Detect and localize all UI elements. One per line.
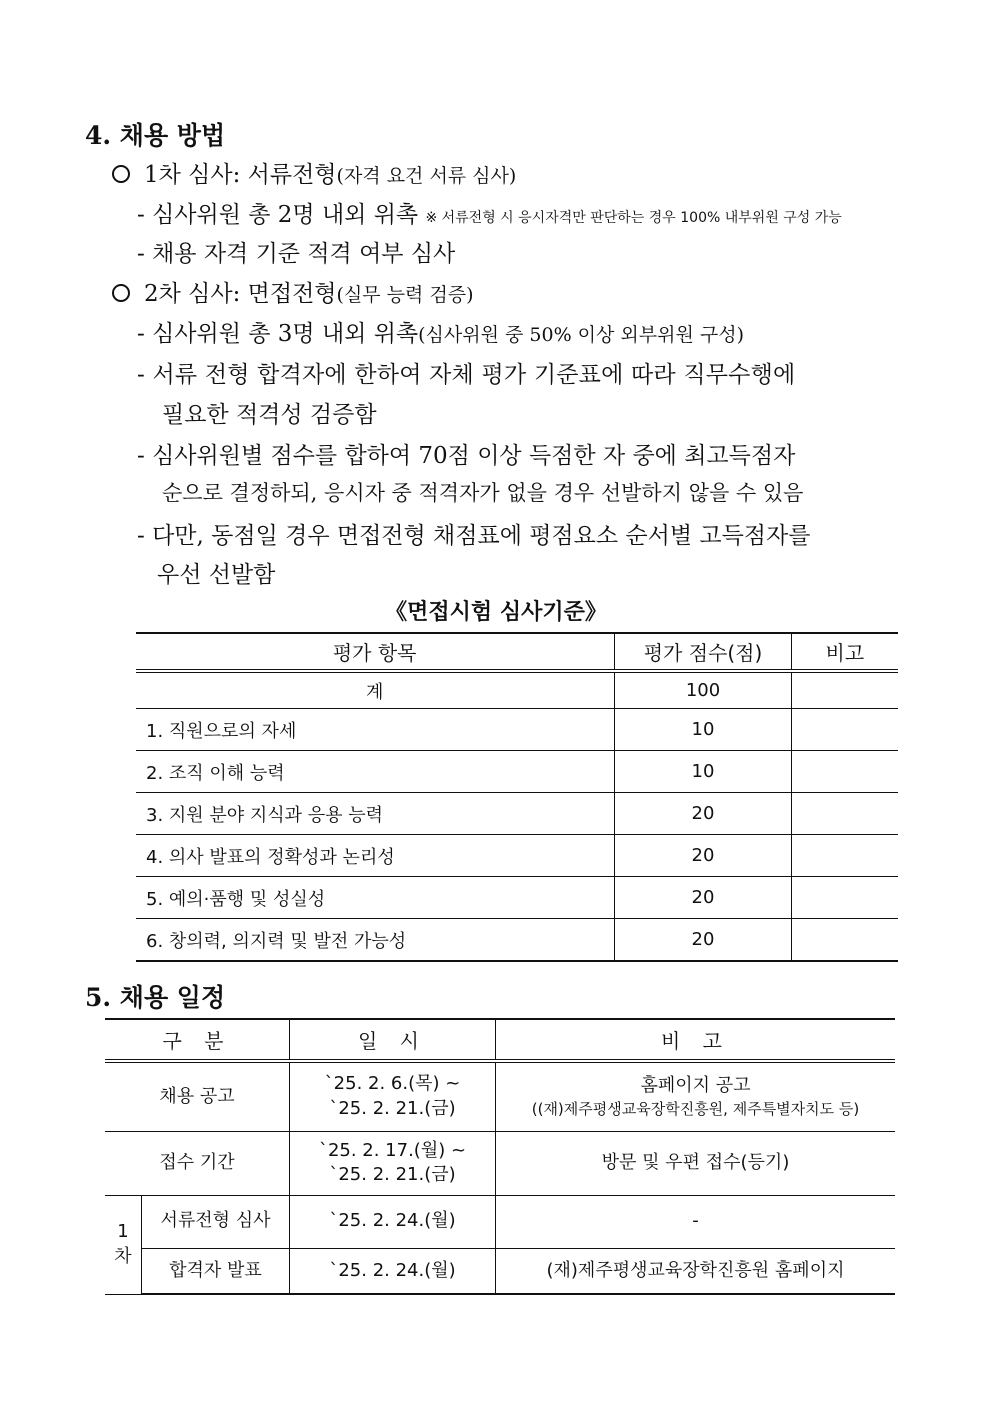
stage1-item1 bbox=[137, 196, 842, 229]
stage2-item2-line1: - 서류 전형 합격자에 한하여 자체 평가 기준표에 따라 직무수행에 bbox=[137, 362, 796, 388]
table-row bbox=[136, 919, 898, 962]
schedule-date bbox=[290, 1061, 496, 1131]
note-line1: 홈페이지 공고 bbox=[640, 1075, 751, 1097]
table-row bbox=[136, 751, 898, 793]
stage1-item1-text: - 심사위원 총 2명 내외 위촉 bbox=[137, 202, 419, 228]
stage2-item3-line2: 순으로 결정하되, 응시자 중 적격자가 없을 경우 선발하지 않을 수 있음 bbox=[162, 481, 804, 505]
table-row bbox=[105, 1248, 895, 1294]
criteria-item: 4. 의사 발표의 정확성과 논리성 bbox=[136, 835, 615, 877]
note-line2: ((재)제주평생교육장학진흥원, 제주특별자치도 등) bbox=[531, 1099, 860, 1118]
stage2-item1-paren: (심사위원 중 50% 이상 외부위원 구성) bbox=[418, 324, 744, 346]
interview-criteria-table bbox=[136, 632, 898, 962]
criteria-score: 20 bbox=[615, 835, 791, 877]
stage2-item3-line1: - 심사위원별 점수를 합하여 70점 이상 득점한 자 중에 최고득점자 bbox=[137, 443, 796, 469]
schedule-table bbox=[105, 1018, 895, 1295]
total-label: 계 bbox=[136, 671, 615, 709]
schedule-note: 방문 및 우편 접수(등기) bbox=[496, 1131, 896, 1195]
stage2-title: 2차 심사: 면접전형 bbox=[144, 281, 337, 307]
schedule-note bbox=[496, 1061, 896, 1131]
section-4-heading: 4. 채용 방법 bbox=[85, 121, 226, 150]
section-5-heading: 5. 채용 일정 bbox=[85, 983, 226, 1012]
criteria-score: 20 bbox=[615, 919, 791, 962]
stage-group-label-line1: 1 bbox=[117, 1221, 129, 1243]
criteria-item: 3. 지원 분야 지식과 응용 능력 bbox=[136, 793, 615, 835]
table-row bbox=[136, 877, 898, 919]
table-row bbox=[136, 793, 898, 835]
criteria-note bbox=[791, 835, 898, 877]
stage1-paren: (자격 요건 서류 심사) bbox=[336, 165, 517, 187]
criteria-score: 10 bbox=[615, 709, 791, 751]
table-row bbox=[136, 835, 898, 877]
header-item: 평가 항목 bbox=[136, 633, 615, 671]
date-line2: `25. 2. 21.(금) bbox=[329, 1097, 456, 1119]
circle-bullet-icon bbox=[112, 284, 130, 302]
stage2-item4-line2: 우선 선발함 bbox=[157, 562, 276, 588]
stage1-item1-note: ※ 서류전형 시 응시자격만 판단하는 경우 100% 내부위원 구성 가능 bbox=[425, 210, 842, 226]
stage2-title-line bbox=[112, 275, 474, 308]
table-header-row bbox=[105, 1019, 895, 1061]
header-note: 비 고 bbox=[496, 1019, 896, 1061]
criteria-note bbox=[791, 709, 898, 751]
total-score: 100 bbox=[615, 671, 791, 709]
circle-bullet-icon bbox=[112, 165, 130, 183]
criteria-item: 5. 예의·품행 및 성실성 bbox=[136, 877, 615, 919]
criteria-note bbox=[791, 919, 898, 962]
schedule-label: 서류전형 심사 bbox=[142, 1195, 290, 1248]
header-date: 일 시 bbox=[290, 1019, 496, 1061]
table-row bbox=[105, 1131, 895, 1195]
table-row-total bbox=[136, 671, 898, 709]
table-row bbox=[105, 1195, 895, 1248]
stage1-title-line bbox=[112, 156, 516, 189]
stage-group-label-line2: 차 bbox=[114, 1245, 132, 1267]
stage2-item2-line2: 필요한 적격성 검증함 bbox=[162, 402, 377, 428]
schedule-note: (재)제주평생교육장학진흥원 홈페이지 bbox=[496, 1248, 896, 1294]
schedule-date bbox=[290, 1131, 496, 1195]
criteria-note bbox=[791, 751, 898, 793]
schedule-label: 접수 기간 bbox=[105, 1131, 290, 1195]
schedule-date: `25. 2. 24.(월) bbox=[290, 1195, 496, 1248]
criteria-score: 10 bbox=[615, 751, 791, 793]
criteria-score: 20 bbox=[615, 793, 791, 835]
table-row bbox=[136, 709, 898, 751]
criteria-item: 6. 창의력, 의지력 및 발전 가능성 bbox=[136, 919, 615, 962]
header-score: 평가 점수(점) bbox=[615, 633, 791, 671]
criteria-item: 2. 조직 이해 능력 bbox=[136, 751, 615, 793]
header-category: 구 분 bbox=[105, 1019, 290, 1061]
date-line1: `25. 2. 17.(월) ~ bbox=[318, 1139, 467, 1161]
schedule-label: 채용 공고 bbox=[105, 1061, 290, 1131]
stage2-item1-text: - 심사위원 총 3명 내외 위촉 bbox=[137, 321, 419, 347]
date-line1: `25. 2. 6.(목) ~ bbox=[324, 1073, 461, 1095]
schedule-label: 합격자 발표 bbox=[142, 1248, 290, 1294]
criteria-note bbox=[791, 793, 898, 835]
total-note bbox=[791, 671, 898, 709]
schedule-note: - bbox=[496, 1195, 896, 1248]
header-note: 비고 bbox=[791, 633, 898, 671]
stage1-title: 1차 심사: 서류전형 bbox=[144, 162, 337, 188]
stage2-item4-line1: - 다만, 동점일 경우 면접전형 채점표에 평점요소 순서별 고득점자를 bbox=[137, 523, 811, 549]
schedule-date: `25. 2. 24.(월) bbox=[290, 1248, 496, 1294]
criteria-note bbox=[791, 877, 898, 919]
criteria-item: 1. 직원으로의 자세 bbox=[136, 709, 615, 751]
table-header-row bbox=[136, 633, 898, 671]
stage-group-label bbox=[105, 1195, 142, 1294]
criteria-score: 20 bbox=[615, 877, 791, 919]
table-row bbox=[105, 1061, 895, 1131]
stage2-paren: (실무 능력 검증) bbox=[336, 284, 474, 306]
stage1-item2: - 채용 자격 기준 적격 여부 심사 bbox=[137, 241, 456, 267]
date-line2: `25. 2. 21.(금) bbox=[329, 1164, 456, 1185]
criteria-table-caption: 《면접시험 심사기준》 bbox=[385, 599, 607, 625]
stage2-item1 bbox=[137, 315, 744, 348]
